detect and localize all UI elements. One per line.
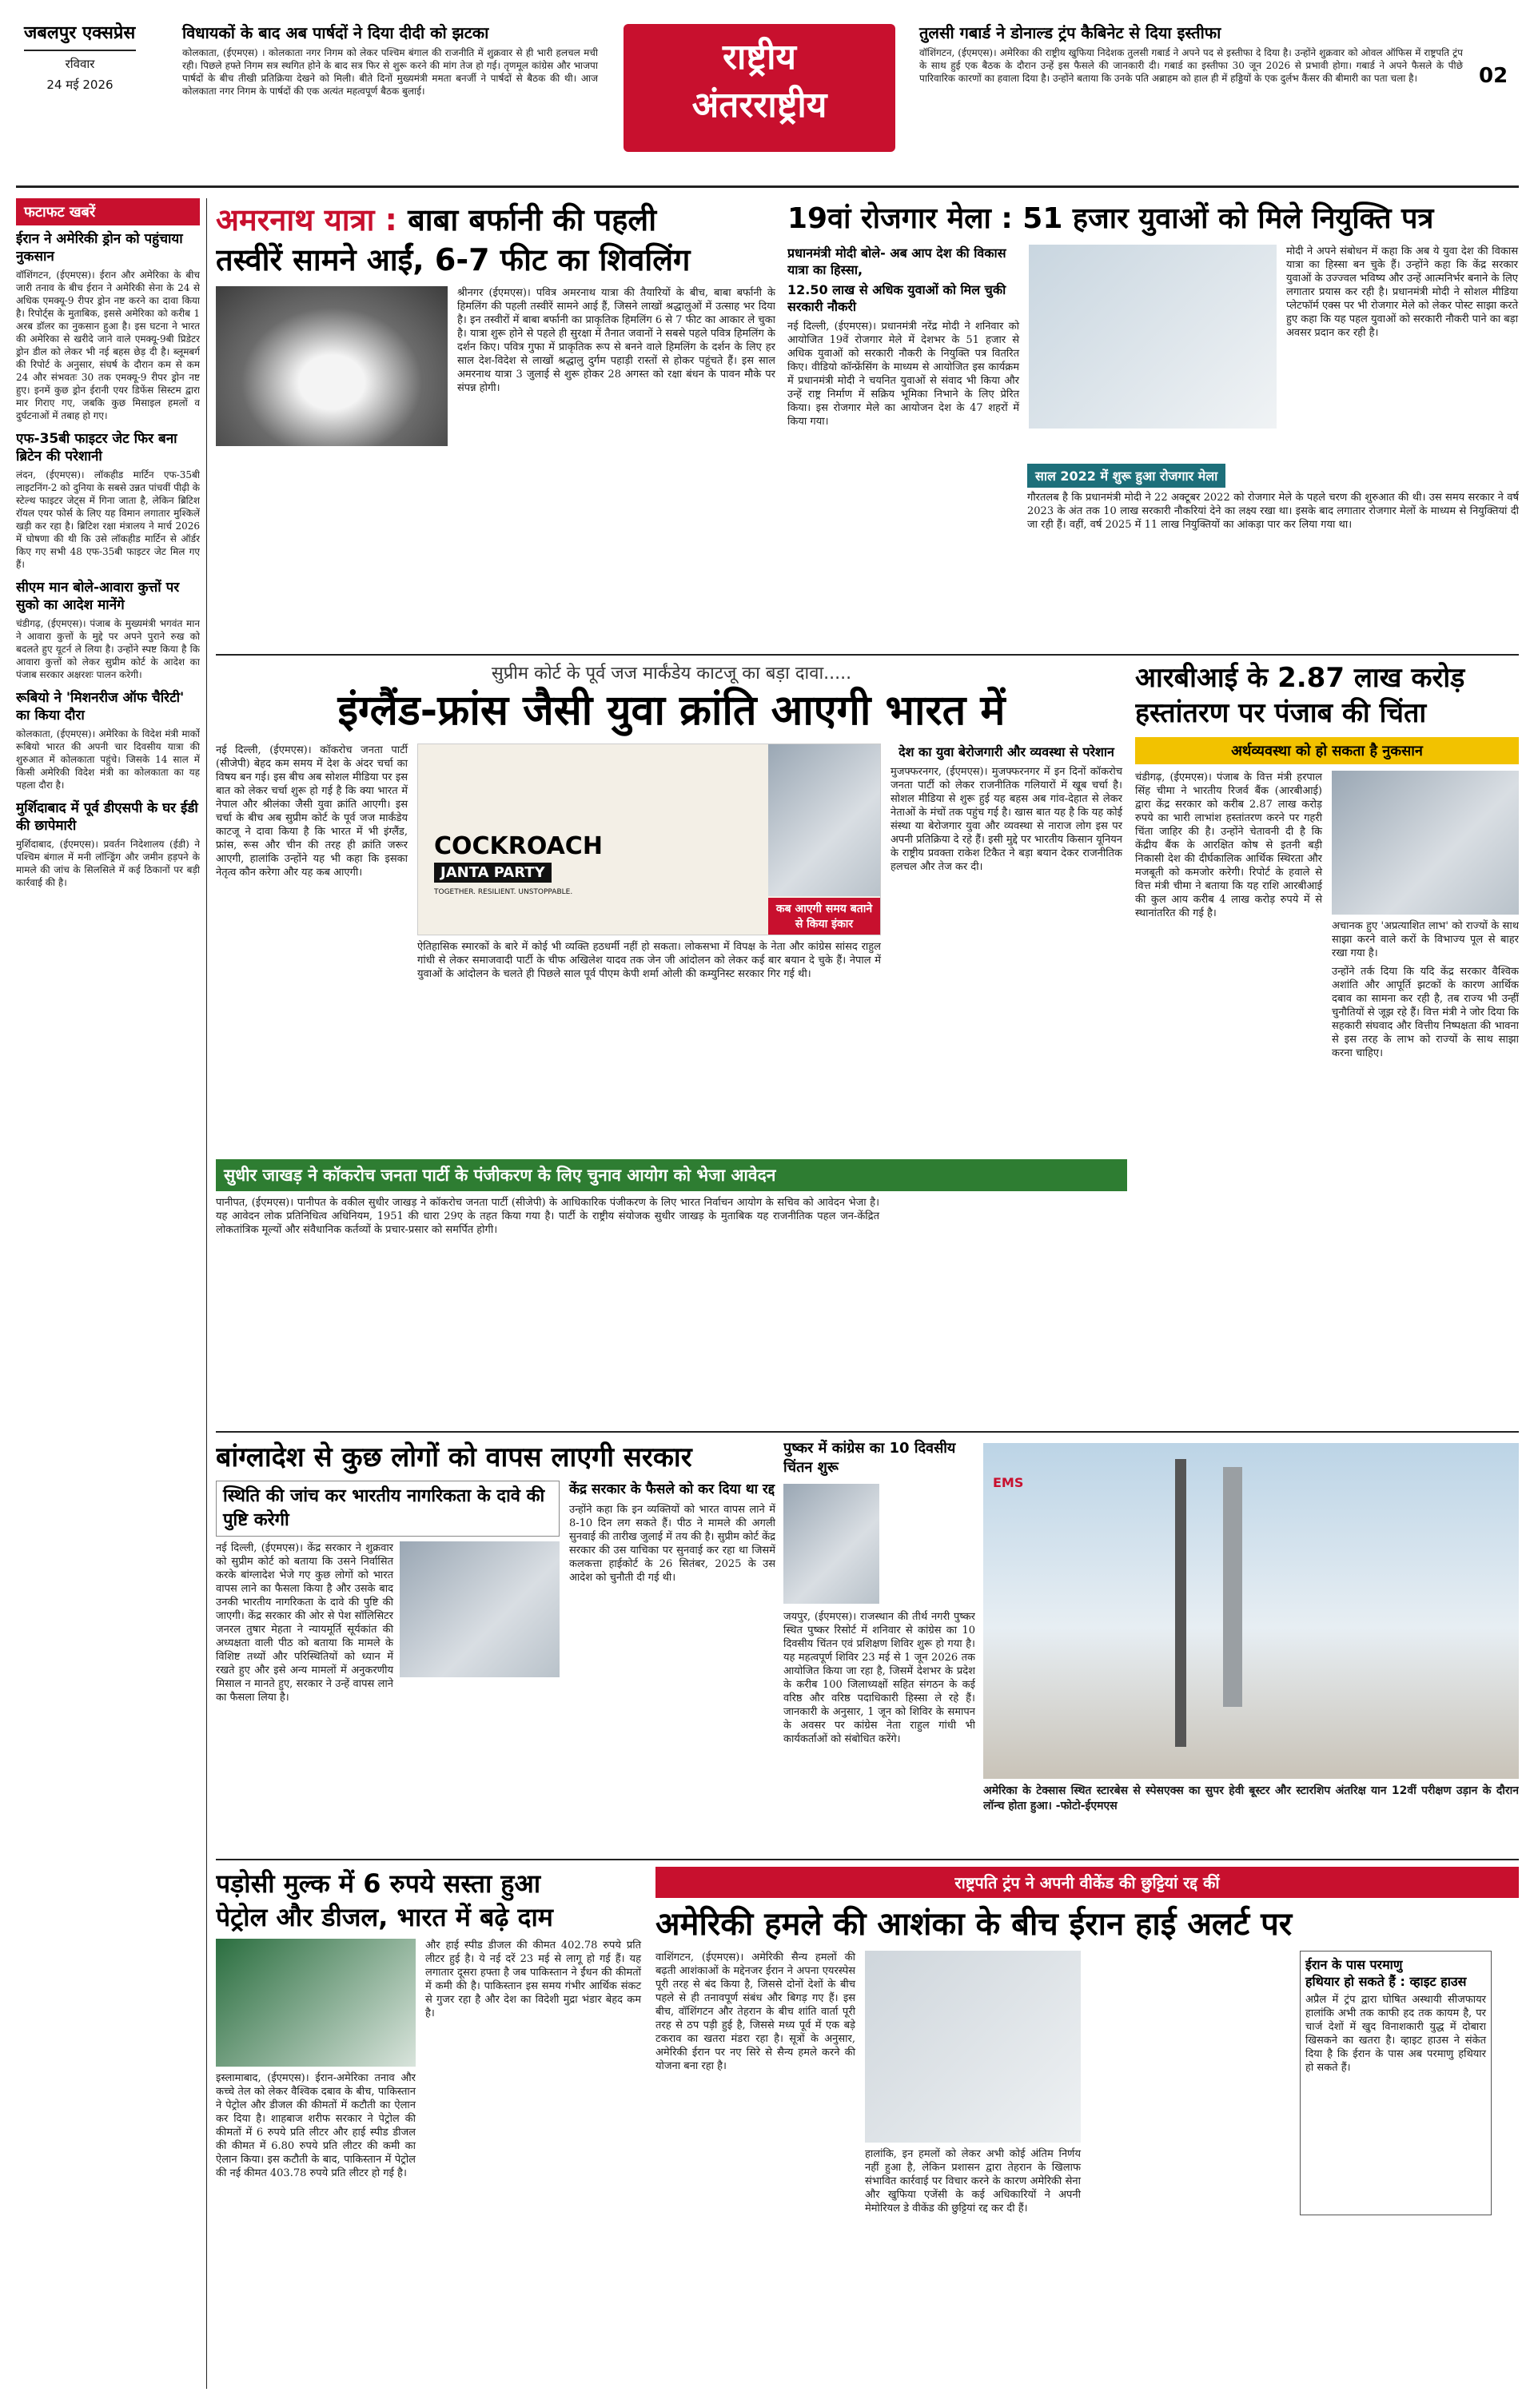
starship-photo <box>983 1443 1519 1779</box>
amarnath-headline-2: तस्वीरें सामने आईं, 6-7 फीट का शिवलिंग <box>216 242 691 277</box>
section-title-1: राष्ट्रीय <box>722 37 796 78</box>
rozgar-box-head: साल 2022 में शुरू हुआ रोजगार मेला <box>1027 464 1225 488</box>
katju-body: नई दिल्ली, (ईएमएस)। कॉकरोच जनता पार्टी (सीजेपी) बेहद कम समय में देश के अंदर चर्चा का विषय बन गई। इस बीच अब सोशल मीडिया पर इस बात को लेकर चर्चा शुरू हो गई है कि क्या भारत में नेपाल और श्रीलंका जैसी युवा क्रांति आएगी। इस चर्चा के बीच अब सुप्रीम कोर्ट के पूर्व जज मार्कंडेय काटजू ने दावा किया है कि भारत में भी इंग्लैंड, फ्रांस, रूस और चीन की तरह ही क्रांति जरूर आएगी, हालांकि उन्होंने यह भी कहा कि इसका नेतृत्व कौन करेगा और यह कब आएगी। <box>216 744 408 879</box>
sidebar-item <box>16 230 200 422</box>
trump-headline: अमेरिकी हमले की आशंका के बीच ईरान हाई अलर्ट पर <box>655 1906 1293 1943</box>
rozgar-deck-1: प्रधानमंत्री मोदी बोले- अब आप देश की विकास यात्रा का हिस्सा, <box>787 245 1006 277</box>
row-rule-2 <box>216 1431 1519 1433</box>
pushkar-body: जयपुर, (ईएमएस)। राजस्थान की तीर्थ नगरी पुष्कर स्थित पुष्कर रिसोर्ट में शनिवार से कांग्रेस का 10 दिवसीय चिंतन एवं प्रशिक्षण शिविर शुरू हो गया है। यह महत्वपूर्ण शिविर 23 मई से 1 जून 2026 तक आयोजित किया जा रहा है, जिसमें देशभर के प्रदेश के करीब 100 जिलाध्यक्षों सहित संगठन के कई वरिष्ठ और वरिष्ठ पदाधिकारी हिस्सा ले रहे हैं। जानकारी के अनुसार, 1 जून को शिविर के समापन के अवसर पर कांग्रेस नेता राहुल गांधी भी कार्यकर्ताओं को संबोधित करेंगे। <box>783 1611 975 1745</box>
modi-photo <box>1029 245 1277 429</box>
amarnath-headline-1: बाबा बर्फानी की पहली <box>408 202 657 237</box>
sidebar-item-headline: ईरान ने अमेरिकी ड्रोन को पहुंचाया नुकसान <box>16 231 183 265</box>
amarnath-body: श्रीनगर (ईएमएस)। पवित्र अमरनाथ यात्रा की तैयारियों के बीच, बाबा बर्फानी के हिमलिंग की पहली तस्वीरें सामने आई हैं, जिसने लाखों श्रद्धालुओं में उत्साह भर दिया है। इन तस्वीरों में बाबा बर्फानी का प्राकृतिक हिमलिंग 6 से 7 फीट का आकार ले चुका है। यात्रा शुरू होने से पहले ही सुरक्षा में तैनात जवानों ने सबसे पहले पवित्र हिमलिंग के दर्शन किए। पवित्र गुफा में प्राकृतिक रूप से बनने वाले हिमलिंग के दर्शन के लिए हर साल देश-विदेश से लाखों श्रद्धालु दुर्गम पहाड़ी रास्तों से होकर पहुंचते हैं। इस साल अमरनाथ यात्रा 3 जुलाई से शुरू होकर 28 अगस्त को रक्षा बंधन के पावन मौके पर संपन्न होगी। <box>457 287 775 394</box>
petrol-headline-2: पेट्रोल और डीजल, भारत में बढ़े दाम <box>216 1902 553 1932</box>
page-number: 02 <box>1479 64 1508 88</box>
sidebar-item <box>16 579 200 681</box>
katju-photo <box>768 744 880 896</box>
topright-headline: तुलसी गबार्ड ने डोनाल्ड ट्रंप कैबिनेट से दिया इस्तीफा <box>919 23 1221 42</box>
rbi-deck: अर्थव्यवस्था को हो सकता है नुकसान <box>1135 737 1519 764</box>
jakhar-headline: सुधीर जाखड़ ने कॉकरोच जनता पार्टी के पंजीकरण के लिए चुनाव आयोग को भेजा आवेदन <box>216 1159 1127 1191</box>
katju-body-2: ऐतिहासिक स्मारकों के बारे में कोई भी व्यक्ति हठधर्मी नहीं हो सकता। लोकसभा में विपक्ष के नेता और कांग्रेस सांसद राहुल गांधी से लेकर समाजवादी पार्टी के चीफ अखिलेश यादव तक जेन जी आंदोलन को लेकर कई बार बयान दे चुके हैं। नेपाल में युवाओं के आंदोलन के चलते ही पिछले साल पूर्व पीएम केपी शर्मा ओली की कम्युनिस्ट सरकार गिर गई थी। <box>417 941 881 980</box>
sidebar-item <box>16 689 200 791</box>
sidebar-item-body: मुर्शिदाबाद, (ईएमएस)। प्रवर्तन निदेशालय (ईडी) ने पश्चिम बंगाल में मनी लॉन्ड्रिंग और जमीन हड़पने के मामले की जांच के सिलसिले में कई ठिकानों पर बड़ी कार्रवाई की है। <box>16 839 200 888</box>
katju-caption: कब आएगी समय बताने से किया इंकार <box>768 898 880 935</box>
rbi-headline-1: आरबीआई के 2.87 लाख करोड़ <box>1135 662 1465 694</box>
sidebar-item-body: लंदन, (ईएमएस)। लॉकहीड मार्टिन एफ-35बी लाइटनिंग-2 को दुनिया के सबसे उन्नत पांचवीं पीढ़ी के स्टेल्थ फाइटर जेट्स में गिना जाता है, लेकिन ब्रिटिश रॉयल एयर फोर्स के लिए यह विमान लगातार मुश्किलें खड़ी कर रहा है। ब्रिटिश रक्षा मंत्रालय ने मार्च 2026 में घोषणा की थी कि उसे लॉकहीड मार्टिन से ऑर्डर किए गए सभी 48 एफ-35बी फाइटर जेट मिल गए हैं। <box>16 469 200 570</box>
katju-kicker: सुप्रीम कोर्ट के पूर्व जज मार्कंडेय काटजू का बड़ा दावा..... <box>491 664 852 684</box>
sidebar-item-body: कोलकाता, (ईएमएस)। अमेरिका के विदेश मंत्री मार्को रूबियो भारत की अपनी चार दिवसीय यात्रा की शुरुआत में कोलकाता पहुंचे। जिसके 14 साल में किसी अमेरिकी विदेश मंत्री का कोलकाता का यह पहला दौरा है। <box>16 728 200 791</box>
amarnath-story <box>216 200 775 648</box>
trump-photo <box>865 1951 1081 2143</box>
petrol-story <box>216 1867 647 2386</box>
rahul-photo <box>783 1484 879 1604</box>
trump-box-head-2: हथियार हो सकते हैं : व्हाइट हाउस <box>1305 1974 1467 1989</box>
rozgar-story <box>787 200 1519 648</box>
cockroach-poster <box>417 744 881 935</box>
katju-story <box>216 660 1127 1156</box>
row-rule-3 <box>216 1859 1519 1860</box>
bangla-story <box>216 1439 775 1855</box>
bangla-kickbox: केंद्र सरकार के फैसले को कर दिया था रद्द <box>569 1481 775 1497</box>
sidebar-item-headline: सीएम मान बोले-आवारा कुत्तों पर सुको का आदेश मानेंगे <box>16 580 180 613</box>
sidebar-item <box>16 799 200 889</box>
topright-body: वॉशिंगटन, (ईएमएस)। अमेरिका की राष्ट्रीय खुफिया निदेशक तुलसी गबार्ड ने अपने पद से इस्तीफा दे दिया है। उन्होंने शुक्रवार को ओवल ऑफिस में राष्ट्रपति ट्रंप के साथ हुई एक बैठक के दौरान उन्हें इस फैसले की जानकारी दी। गबार्ड का इस्तीफा 30 जून 2026 से प्रभावी होगा। गबार्ड ने अपने फैसले के पीछे पारिवारिक कारणों का हवाला दिया है। उन्होंने बताया कि उनके पति अब्राहम को हाल ही में हड्डियों के एक दुर्लभ कैंसर की बीमारी का पता चला है। <box>919 47 1463 84</box>
masthead-rule <box>16 185 1519 188</box>
trump-box-body: अप्रैल में ट्रंप द्वारा घोषित अस्थायी सीजफायर हालांकि अभी तक काफी हद तक कायम है, पर चार्ज देशों में खुद विनाशकारी युद्ध में दोबारा खिसकने का खतरा है। व्हाइट हाउस ने संकेत दिया है कि ईरान के पास अब परमाणु हथियार हो सकते हैं। <box>1305 1994 1486 2074</box>
sidebar-item-body: चंडीगढ़, (ईएमएस)। पंजाब के मुख्यमंत्री भगवंत मान ने आवारा कुत्तों के मुद्दे पर अपने पुराने रुख को बदलते हुए यूटर्न ले लिया है। उन्होंने स्पष्ट किया है कि आवारा कुत्तों को लेकर सुप्रीम कोर्ट के आदेश का पंजाब सरकार अक्षरशः पालन करेगी। <box>16 618 200 680</box>
trump-body-2: हालांकि, इन हमलों को लेकर अभी कोई अंतिम निर्णय नहीं हुआ है, लेकिन प्रशासन द्वारा तेहरान के खिलाफ संभावित कार्रवाई पर विचार करने के कारण अमेरिकी सेना और खुफिया एजेंसी के कई अधिकारियों ने अपनी मेमोरियल डे वीकेंड की छुट्टियां रद्द कर दी हैं। <box>865 2148 1081 2215</box>
shivling-photo <box>216 286 448 446</box>
paper-name: जबलपुर एक्सप्रेस <box>24 23 136 43</box>
petrol-body-2: और हाई स्पीड डीजल की कीमत 402.78 रुपये प्रति लीटर हुई है। ये नई दरें 23 मई से लागू हो गई हैं। यह लगातार दूसरा हफ्ता है जब पाकिस्तान ने ईंधन की कीमतों में कमी की है। पाकिस्तान इस समय गंभीर आर्थिक संकट से गुजर रहा है और देश का विदेशी मुद्रा भंडार बेहद कम है। <box>425 1940 641 2019</box>
petrol-body: इस्लामाबाद, (ईएमएस)। ईरान-अमेरिका तनाव और कच्चे तेल को लेकर वैश्विक दबाव के बीच, पाकिस्तान ने पेट्रोल और डीजल की कीमतों में कटौती का ऐलान कर दिया है। शाहबाज शरीफ सरकार ने पेट्रोल की कीमतों में 6 रुपये प्रति लीटर और हाई स्पीड डीजल की कीमत में 6.80 रुपये प्रति लीटर की कमी का ऐलान किया। इस कटौती के बाद, पाकिस्तान में पेट्रोल की नई कीमत 403.78 रुपये प्रति लीटर हो गई है। <box>216 2072 416 2179</box>
starship-caption: अमेरिका के टेक्सास स्थित स्टारबेस से स्पेसएक्स का सुपर हेवी बूस्टर और स्टारशिप अंतरिक्ष यान 12वीं परीक्षण उड़ान के दौरान लॉन्च होता हुआ। <box>983 1784 1519 1812</box>
rozgar-deck-2: 12.50 लाख से अधिक युवाओं को मिल चुकी सरकारी नौकरी <box>787 282 1006 314</box>
poster-title-1: COCKROACH <box>434 832 603 860</box>
sidebar-divider <box>206 198 207 2389</box>
rbi-body: चंडीगढ़, (ईएमएस)। पंजाब के वित्त मंत्री हरपाल सिंह चीमा ने भारतीय रिजर्व बैंक (आरबीआई) द्वारा केंद्र सरकार को करीब 2.87 लाख करोड़ रुपये का भारी लाभांश हस्तांतरण करने पर गहरी चिंता जाहिर की है। उन्होंने चेतावनी दी है कि केंद्रीय बैंक के आरक्षित कोष से इतनी बड़ी निकासी देश की दीर्घकालिक आर्थिक स्थिरता और मजबूती को कमजोर करेगी। रिपोर्ट के हवाले से वित्त मंत्री चीमा ने बताया कि यह राशि आरबीआई की कुल आय करीब 4 लाख करोड़ रुपये में से स्थानांतरित की गई है। <box>1135 771 1322 919</box>
sidebar-item-headline: एफ-35बी फाइटर जेट फिर बना ब्रिटेन की परेशानी <box>16 431 177 464</box>
topleft-story <box>182 22 598 142</box>
bangla-body: नई दिल्ली, (ईएमएस)। केंद्र सरकार ने शुक्रवार को सुप्रीम कोर्ट को बताया कि उसने निर्वासित करके बांग्लादेश भेजे गए कुछ लोगों को भारत वापस लाने का फैसला किया है और उसके बाद उनकी भारतीय नागरिकता के दावे की पुष्टि की जाएगी। केंद्र सरकार की ओर से पेश सॉलिसिटर जनरल तुषार मेहता ने न्यायमूर्ति सूर्यकांत की अध्यक्षता वाली पीठ को बताया कि मामले के विशिष्ट तथ्यों और परिस्थितियों को ध्यान में रखते हुए और इसे अन्य मामलों में अनुकरणीय मिसाल न मानते हुए, सरकार ने उन्हें वापस लाने का फैसला लिया है। <box>216 1542 393 1704</box>
amarnath-kicker: अमरनाथ यात्रा : <box>216 202 397 237</box>
issue-day: रविवार <box>65 57 95 71</box>
rbi-story <box>1135 660 1519 1428</box>
topright-story <box>919 22 1463 142</box>
sidebar-item-body: वॉशिंगटन, (ईएमएस)। ईरान और अमेरिका के बीच जारी तनाव के बीच ईरान ने अमेरिकी सेना के 24 से अधिक एमक्यू-9 रीपर ड्रोन नष्ट करने का दावा किया है। रिपोर्ट्स के मुताबिक, इससे अमेरिका को करीब 1 अरब डॉलर का नुकसान हुआ है। इस घटना ने भारत की अमेरिका से खरीदे जाने वाले एमक्यू-9बी प्रिडेटर ड्रोन डील को लेकर भी नई बहस छेड़ दी है। ब्लूमबर्ग की रिपोर्ट के अनुसार, संघर्ष के दौरान कम से कम 24 और संभवतः 30 तक एमक्यू-9 रीपर ड्रोन नष्ट हुए। इनमें कुछ ड्रोन ईरानी एयर डिफेंस सिस्टम द्वारा मार गिराए गए, जबकि कुछ मिसाइल हमलों व दुर्घटनाओं में तबाह हो गए। <box>16 269 200 421</box>
rbi-caption: अचानक हुए 'अप्रत्याशित लाभ' को राज्यों के साथ साझा करने वाले करों के विभाज्य पूल से बाहर रखा गया है। <box>1332 920 1519 959</box>
katju-headline: इंग्लैंड-फ्रांस जैसी युवा क्रांति आएगी भारत में <box>337 687 1006 735</box>
topleft-headline: विधायकों के बाद अब पार्षदों ने दिया दीदी को झटका <box>182 23 489 42</box>
trump-story <box>655 1867 1519 2386</box>
rozgar-body-2: मोदी ने अपने संबोधन में कहा कि अब ये युवा देश की विकास यात्रा का हिस्सा बन चुके हैं। उन्होंने कहा कि केंद्र सरकार युवाओं के उज्ज्वल भविष्य और उन्हें आत्मनिर्भर बनाने के लिए लगातार प्रयास कर रही है। प्रधानमंत्री मोदी ने सोशल मीडिया प्लेटफॉर्म एक्स पर भी रोजगार मेले को लेकर पोस्ट साझा करते हुए कहा कि यह पहल युवाओं को सरकारी नौकरी पाने का बड़ा अवसर प्रदान कर रही है। <box>1286 245 1518 339</box>
cheema-photo <box>1332 771 1519 915</box>
section-title-2: अंतरराष्ट्रीय <box>691 85 827 126</box>
topleft-body: कोलकाता, (ईएमएस) । कोलकाता नगर निगम को लेकर पश्चिम बंगाल की राजनीति में शुक्रवार से ही भारी हलचल मची रही। पिछले हफ्ते निगम सत्र स्थगित होने के बाद सत्र फिर से शुरू करने की मांग तेज हो गई। तृणमूल कांग्रेस और भाजपा पार्षदों के बीच तीखी प्रतिक्रिया देखने को मिली। बीते दिनों मुख्यमंत्री ममता बनर्जी ने पार्षदों से बैठक की थी। आज कोलकाता नगर निगम के पार्षदों की एक अत्यंत महत्वपूर्ण बैठक बुलाई। <box>182 47 598 97</box>
rozgar-box <box>1027 464 1519 648</box>
trump-box-head-1: ईरान के पास परमाणु <box>1305 1957 1403 1972</box>
row-rule-1 <box>216 654 1519 656</box>
sidebar-label: फटाफट खबरें <box>16 198 200 225</box>
ems-logo: EMS <box>993 1475 1024 1490</box>
katju-subbody: मुजफ्फरनगर, (ईएमएस)। मुजफ्फरनगर में इन दिनों कॉकरोच जनता पार्टी को लेकर राजनीतिक गलियारों में खूब चर्चा है। सोशल मीडिया से शुरू हुई यह बहस अब गांव-देहात से लेकर नेताओं के मंचों तक पहुंच गई है। खास बात यह है कि यह कोई संस्था या बेरोजगार युवा और व्यवस्था से नाराज लोग इस पर अपनी प्रतिक्रिया दे रहे हैं। इसी मुद्दे पर भारतीय किसान यूनियन के राष्ट्रीय प्रवक्ता राकेश टिकैत ने बड़ा बयान देकर राजनीतिक हलचल और तेज कर दी। <box>891 766 1122 873</box>
sidebar <box>16 198 200 2389</box>
rbi-headline-2: हस्तांतरण पर पंजाब की चिंता <box>1135 697 1427 729</box>
starship-credit: -फोटो-ईएमएस <box>1055 1800 1118 1812</box>
bangla-headline: बांग्लादेश से कुछ लोगों को वापस लाएगी सरकार <box>216 1441 692 1473</box>
masthead-left <box>24 22 136 142</box>
section-badge <box>624 24 895 152</box>
issue-date: 24 मई 2026 <box>46 78 114 92</box>
trump-bar: राष्ट्रपति ट्रंप ने अपनी वीकेंड की छुट्टियां रद्द कीं <box>655 1867 1519 1898</box>
jakhar-story <box>216 1159 1127 1415</box>
rozgar-body: नई दिल्ली, (ईएमएस)। प्रधानमंत्री नरेंद्र मोदी ने शनिवार को आयोजित 19वें रोजगार मेले में देशभर के 51 हजार से अधिक युवाओं को सरकारी नौकरी के नियुक्ति पत्र वितरित किए। वीडियो कॉन्फ्रेंसिंग के माध्यम से आयोजित इस कार्यक्रम में प्रधानमंत्री मोदी ने चयनित युवाओं से संवाद भी किया और उन्हें राष्ट्र निर्माण में सक्रिय भूमिका निभाने के लिए प्रेरित किया। इस रोजगार मेले का आयोजन देश के 47 शहरों में किया गया। <box>787 321 1019 428</box>
pushkar-headline: पुष्कर में कांग्रेस का 10 दिवसीय चिंतन शुरू <box>783 1440 956 1476</box>
rbi-body-2: उन्होंने तर्क दिया कि यदि केंद्र सरकार वैश्विक अशांति और आपूर्ति झटकों के कारण आर्थिक दबाव का सामना कर रही है, तब राज्य भी उन्हीं चुनौतियों से जूझ रहे हैं। वित्त मंत्री ने जोर दिया कि सहकारी संघवाद और वित्तीय निष्पक्षता की भावना से इस तरह के लाभ को राज्यों के साथ साझा करना चाहिए। <box>1332 966 1519 1059</box>
trump-body: वाशिंगटन, (ईएमएस)। अमेरिकी सैन्य हमलों की बढ़ती आशंकाओं के मद्देनजर ईरान ने अपना एयरस्पेस पूरी तरह से बंद किया है, जिससे दोनों देशों के बीच पहले से ही तनावपूर्ण संबंध और बिगड़ गए हैं। इस बीच, वॉशिंगटन और तेहरान के बीच शांति वार्ता पूरी तरह से ठप पड़ी हुई है, जिससे मध्य पूर्व में एक बड़े टकराव का खतरा मंडरा रहा है। सूत्रों के अनुसार, अमेरिकी ईरान पर नए सिरे से सैन्य हमले करने की योजना बना रहा है। <box>655 1952 855 2072</box>
katju-subhead: देश का युवा बेरोजगारी और व्यवस्था से परेशान <box>898 744 1114 759</box>
sidebar-item-headline: मुर्शिदाबाद में पूर्व डीएसपी के घर ईडी की छापेमारी <box>16 800 198 834</box>
poster-title-2: JANTA PARTY <box>434 863 552 883</box>
poster-tagline: TOGETHER. RESILIENT. UNSTOPPABLE. <box>434 888 573 896</box>
bangla-sub: स्थिति की जांच कर भारतीय नागरिकता के दावे की पुष्टि करेगी <box>216 1481 560 1537</box>
fuel-pump-photo <box>216 1939 416 2067</box>
rozgar-box-body: गौरतलब है कि प्रधानमंत्री मोदी ने 22 अक्टूबर 2022 को रोजगार मेले के पहले चरण की शुरुआत की थी। उस समय सरकार ने वर्ष 2023 के अंत तक 10 लाख सरकारी नौकरियां देने का लक्ष्य रखा था। इसके बाद लगातार रोजगार मेलों के माध्यम से नियुक्तियां दी जा रही हैं। वहीं, वर्ष 2025 में 11 लाख नियुक्तियों का आंकड़ा पार कर लिया गया था। <box>1027 492 1519 531</box>
jakhar-body: पानीपत, (ईएमएस)। पानीपत के वकील सुधीर जाखड़ ने कॉकरोच जनता पार्टी (सीजेपी) के आधिकारिक पंजीकरण के लिए भारत निर्वाचन आयोग के सचिव को आवेदन भेजा है। यह आवेदन लोक प्रतिनिधित्व अधिनियम, 1951 की धारा 29ए के तहत किया गया है। पार्टी के राष्ट्रीय संयोजक सुधीर जाखड़ के मुताबिक यह राजनीतिक पहल जन-केंद्रित लोकतांत्रिक मूल्यों और संवैधानिक कर्तव्यों के प्रचार-प्रसार को समर्पित होगी। <box>216 1197 879 1236</box>
pushkar-story <box>783 1439 975 1855</box>
petrol-headline-1: पड़ोसी मुल्क में 6 रुपये सस्ता हुआ <box>216 1868 541 1899</box>
sidebar-item-headline: रूबियो ने 'मिशनरीज ऑफ चैरिटी' का किया दौरा <box>16 690 185 724</box>
rocket-shape <box>1223 1467 1242 1707</box>
starship-story <box>983 1443 1519 1851</box>
sidebar-item <box>16 430 200 571</box>
rozgar-headline: 19वां रोजगार मेला : 51 हजार युवाओं को मिले नियुक्ति पत्र <box>787 202 1434 235</box>
launch-tower <box>1175 1459 1186 1747</box>
bangla-kickbody: उन्होंने कहा कि इन व्यक्तियों को भारत वापस लाने में 8-10 दिन लग सकते हैं। पीठ ने मामले की अगली सुनवाई की तारीख जुलाई में तय की है। सुप्रीम कोर्ट केंद्र सरकार की उस याचिका पर सुनवाई कर रहा था जिसमें कलकत्ता हाईकोर्ट के 26 सितंबर, 2025 के उस आदेश को चुनौती दी गई थी। <box>569 1504 775 1584</box>
supreme-court-photo <box>400 1541 560 1677</box>
